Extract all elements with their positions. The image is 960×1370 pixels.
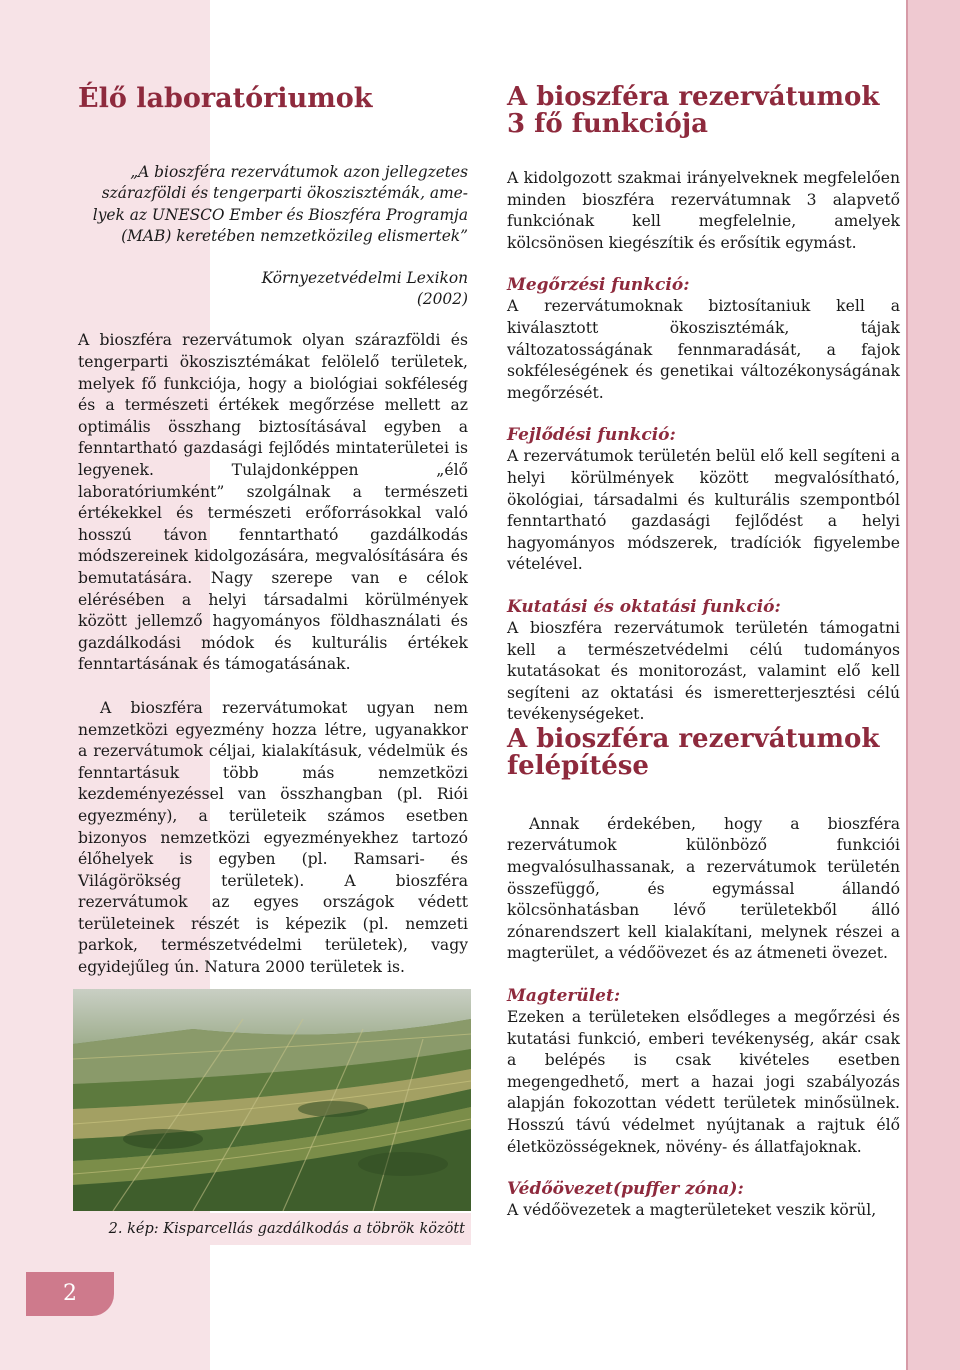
function-heading: Megőrzési funkció: (507, 275, 690, 296)
page-title: Élő laboratóriumok (78, 83, 373, 114)
body-paragraph: Annak érdekében, hogy a bioszféra rezervátumok különböző funkciói megvalósulhassanak, a rezervátumok területén összefüggő, és egymással állandó kölcsönhatásban lévő területekből álló zónarendszert kell kialakítani, melynek részei a magterület, a védőövezet és az átmeneti övezet. (507, 814, 900, 963)
quote-source (78, 268, 468, 311)
section-title (507, 84, 900, 138)
quote-line: „A bioszféra rezervátumok azon jellegzetes (130, 163, 468, 181)
quote-line: lyek az UNESCO Ember és Bioszféra Programja (92, 205, 468, 224)
quote-source-line: Környezetvédelmi Lexikon (261, 268, 468, 287)
quote-line: szárazföldi és tengerparti ökoszisztémák, ame- (101, 184, 468, 203)
quote-source-line: (2002) (416, 290, 468, 309)
left-column (78, 84, 468, 979)
section-title (507, 723, 900, 781)
page-number: 2 (26, 1272, 114, 1316)
zone-heading: Magterület: (507, 986, 621, 1007)
section-title-line: A bioszféra rezervátumok (507, 82, 880, 112)
function-text: A rezervátumok területén belül elő kell segíteni a helyi körülmények között megvalósítható, ökológiai, társadalmi és kulturális szempontból fenntartható gazdasági fejlődést a helyi hagyományos módszerek, tradíciók figyelembe vételével. (507, 447, 900, 574)
function-text: A bioszféra rezervátumok területén támogatni kell a természetvédelmi célú tudományos kutatásokat és monitorozást, valamint elő kell segíteni az oktatási és ismeretterjesztési célú tevékenységeket. (507, 618, 900, 724)
function-heading: Fejlődési funkció: (507, 425, 676, 446)
right-decorative-band (908, 0, 960, 1370)
right-column (507, 84, 900, 1222)
function-text: A rezervátumoknak biztosítaniuk kell a kiválasztott ökoszisztémák, tájak változatosságának fennmaradását, a fajok sokféleségének és genetikai változékonyságának megőrzését. (507, 297, 900, 402)
figure-caption: 2. kép: Kisparcellás gazdálkodás a töbrök között (73, 1213, 471, 1245)
section-title-line: 3 fő funkciója (507, 109, 709, 139)
zone-text: Ezeken a területeken elsődleges a megőrzési és kutatási funkció, emberi tevékenység, akár csak a belépés is csak kivételes esetben megengedhető, mert a hazai jogi szabályozás alapján fokozottan védett területek minősülnek. Hosszú távú védelmet nyújtanak a rajtuk élő életközösségeknek, növény- és állatfajoknak. (507, 1008, 900, 1156)
zone-heading: Védőövezet(puffer zóna): (507, 1179, 744, 1200)
intro-paragraph: A kidolgozott szakmai irányelveknek megfelelően minden bioszféra rezervátumnak 3 alapvető funkciónak kell megfelelnie, amelyek kölcsönösen kiegészítik és erősítik egymást. (507, 169, 900, 252)
body-paragraph: A bioszféra rezervátumokat ugyan nem nemzetközi egyezmény hozza létre, ugyanakkor a rezervátumok céljai, kialakításuk, védelmük és fenntartásuk több más nemzetközi kezdeményezéssel van összhangban (pl. Riói egyezmény), a területeik számos esetben bizonyos nemzetközi egyezményekhez tartozó élőhelyek is egyben (pl. Ramsari- és Világörökség területek). A bioszféra rezervátumok az egyes országok védett területeinek részét is képezik (pl. nemzeti parkok, természetvédelmi területek), vagy egyidejűleg ún. Natura 2000 területek is. (78, 698, 468, 977)
function-heading: Kutatási és oktatási funkció: (507, 596, 781, 617)
opening-quote (78, 162, 468, 248)
figure (73, 989, 471, 1245)
section-title-line: felépítése (507, 750, 649, 781)
aerial-farmland-photo (73, 989, 471, 1211)
section-title-line: A bioszféra rezervátumok (507, 723, 880, 754)
landscape-illustration (73, 989, 471, 1211)
body-paragraph: A bioszféra rezervátumok olyan szárazföldi és tengerparti ökoszisztémákat felölelő területek, melyek fő funkciója, hogy a biológiai sokféleség és a természeti értékek megőrzése mellett az optimális összhang biztosításával egyben a fenntartható gazdasági fejlődés mintaterületei is legyenek. Tulajdonképpen „élő laboratóriumként” szolgálnak a természeti értékekkel és természeti erőforrásokkal való hosszú távon fenntartható gazdálkodás módszereinek kidolgozására, megvalósítására és bemutatására. Nagy szerepe van e célok elérésében a helyi társadalmi körülmények között jellemző hagyományos földhasználati és gazdálkodási módok és kulturális értékek fenntartásának és támogatásának. (78, 331, 468, 674)
quote-line: (MAB) keretében nemzetközileg elismertek” (121, 227, 468, 246)
zone-text: A védőövezetek a magterületeket veszik körül, (507, 1201, 877, 1220)
